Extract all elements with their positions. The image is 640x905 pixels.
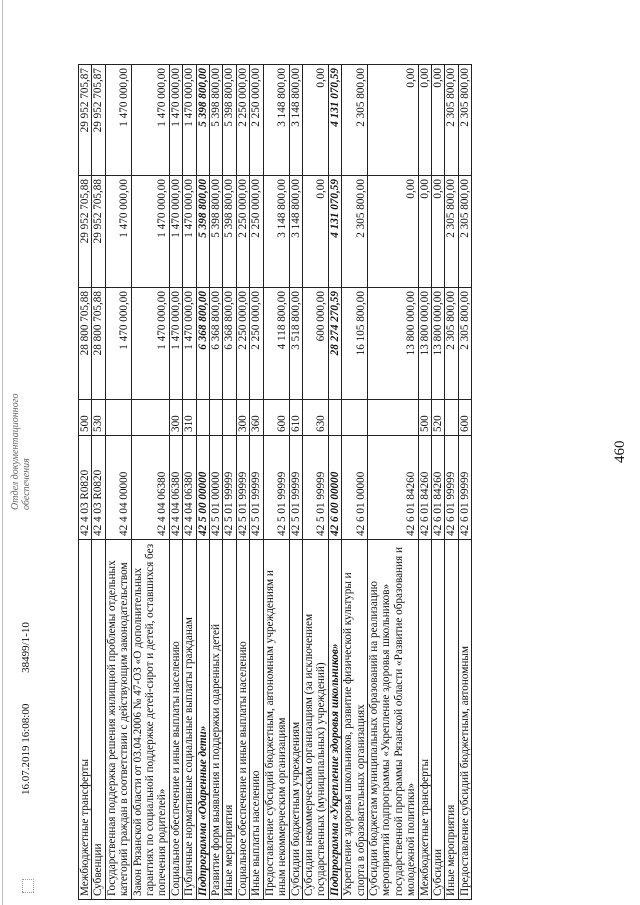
table-row	[458, 65, 471, 900]
table-row	[367, 65, 418, 900]
department-stamp	[10, 393, 32, 510]
row-value-3: 0,00	[367, 65, 418, 176]
table-row	[328, 65, 341, 900]
row-type	[131, 400, 169, 436]
row-value-1: 13 800 000,00	[367, 288, 418, 400]
row-value-1: 28 274 270,59	[328, 288, 341, 400]
stamp-mark	[22, 879, 34, 893]
row-value-1: 600 000,00	[302, 288, 328, 400]
row-type	[105, 400, 131, 436]
table-row	[196, 65, 209, 900]
table-row	[79, 65, 92, 900]
row-value-2: 0,00	[431, 176, 444, 288]
row-value-3: 29 952 705,87	[92, 65, 105, 176]
scan-edge	[2, 0, 3, 905]
table-row	[342, 65, 368, 900]
row-name: Предоставление субсидий бюджетным, автономным учреждениям и иным некоммерческим организациям	[263, 540, 289, 900]
row-type	[342, 400, 368, 436]
row-type: 300	[236, 400, 249, 436]
row-value-3: 0,00	[431, 65, 444, 176]
row-name: Укрепление здоровья школьников, развитие физической культуры и спорта в образовательных организациях	[342, 540, 368, 900]
row-name: Субвенции	[92, 540, 105, 900]
row-value-2: 1 470 000,00	[169, 176, 182, 288]
row-value-3: 5 398 800,00	[210, 65, 223, 176]
row-type: 500	[79, 400, 92, 436]
row-value-2: 2 250 000,00	[236, 176, 249, 288]
row-value-3: 5 398 800,00	[223, 65, 236, 176]
stamp-line-2: обеспечения	[21, 458, 32, 510]
row-name: Субсидии	[431, 540, 444, 900]
row-code: 42 5 01 99999	[289, 436, 302, 540]
row-name: Субсидии бюджетным учреждениям	[289, 540, 302, 900]
row-code: 42 4 04 06380	[169, 436, 182, 540]
row-type: 300	[169, 400, 182, 436]
row-type	[328, 400, 341, 436]
row-type	[445, 400, 458, 436]
row-code: 42 5 01 99999	[250, 436, 263, 540]
row-name: Иные мероприятия	[445, 540, 458, 900]
row-value-1: 6 368 800,00	[196, 288, 209, 400]
row-code: 42 6 01 99999	[458, 436, 471, 540]
row-code: 42 5 01 99999	[302, 436, 328, 540]
row-value-1: 1 470 000,00	[105, 288, 131, 400]
table-row	[250, 65, 263, 900]
row-value-1: 1 470 000,00	[183, 288, 196, 400]
table-row	[92, 65, 105, 900]
row-value-3: 1 470 000,00	[131, 65, 169, 176]
row-value-3: 2 250 000,00	[236, 65, 249, 176]
row-type: 600	[263, 400, 289, 436]
row-value-3: 4 131 070,59	[328, 65, 341, 176]
row-value-1: 28 800 705,88	[79, 288, 92, 400]
row-value-2: 5 398 800,00	[223, 176, 236, 288]
row-name: Иные мероприятия	[223, 540, 236, 900]
row-code: 42 6 01 00000	[342, 436, 368, 540]
row-value-2: 3 148 800,00	[289, 176, 302, 288]
row-value-3: 2 305 800,00	[445, 65, 458, 176]
row-type	[210, 400, 223, 436]
table-row	[169, 65, 182, 900]
table-row	[131, 65, 169, 900]
row-name: Подпрограмма «Одаренные дети»	[196, 540, 209, 900]
row-name: Иные выплаты населению	[250, 540, 263, 900]
row-type: 530	[92, 400, 105, 436]
row-value-1: 16 105 800,00	[342, 288, 368, 400]
row-code: 42 4 03 R0820	[79, 436, 92, 540]
row-type: 360	[250, 400, 263, 436]
row-value-2: 1 470 000,00	[105, 176, 131, 288]
row-value-3: 3 148 800,00	[289, 65, 302, 176]
row-name: Социальное обеспечение и иные выплаты населению	[169, 540, 182, 900]
row-value-1: 2 250 000,00	[250, 288, 263, 400]
row-value-3: 1 470 000,00	[169, 65, 182, 176]
row-value-2: 3 148 800,00	[263, 176, 289, 288]
table-row	[263, 65, 289, 900]
table-row	[445, 65, 458, 900]
row-type: 500	[418, 400, 431, 436]
row-type: 630	[302, 400, 328, 436]
row-name: Государственная поддержка решения жилищной проблемы отдельных категорий граждан в соответствии с действующим законодательством	[105, 540, 131, 900]
table-row	[431, 65, 444, 900]
row-value-3: 0,00	[302, 65, 328, 176]
row-name: Развитие форм выявления и поддержки одаренных детей	[210, 540, 223, 900]
row-value-2: 2 250 000,00	[250, 176, 263, 288]
page-number: 460	[612, 440, 628, 463]
table-row	[105, 65, 131, 900]
table-row	[418, 65, 431, 900]
row-type: 310	[183, 400, 196, 436]
row-value-1: 13 800 000,00	[431, 288, 444, 400]
table-row	[223, 65, 236, 900]
row-name: Закон Рязанской области от 03.04.2006 № 47-ОЗ «О дополнительных гарантиях по социальной поддержке детей-сирот и детей, оставшихся без попечения родителей»	[131, 540, 169, 900]
row-value-1: 2 305 800,00	[458, 288, 471, 400]
row-code: 42 6 01 84260	[431, 436, 444, 540]
row-value-2: 2 305 800,00	[445, 176, 458, 288]
row-value-1: 6 368 800,00	[210, 288, 223, 400]
row-value-2: 2 305 800,00	[458, 176, 471, 288]
row-name: Межбюджетные трансферты	[79, 540, 92, 900]
row-value-2: 0,00	[418, 176, 431, 288]
row-code: 42 4 04 00000	[105, 436, 131, 540]
row-value-3: 1 470 000,00	[105, 65, 131, 176]
row-value-1: 6 368 800,00	[223, 288, 236, 400]
table-row	[302, 65, 328, 900]
row-code: 42 5 00 00000	[196, 436, 209, 540]
row-value-1: 1 470 000,00	[131, 288, 169, 400]
row-value-2: 5 398 800,00	[210, 176, 223, 288]
row-type: 600	[458, 400, 471, 436]
row-code: 42 5 01 99999	[223, 436, 236, 540]
table-row	[236, 65, 249, 900]
row-code: 42 4 04 06380	[183, 436, 196, 540]
row-code: 42 6 01 99999	[445, 436, 458, 540]
row-code: 42 4 04 06380	[131, 436, 169, 540]
footer-doc-code: 38499/1-10	[20, 622, 32, 673]
row-type	[223, 400, 236, 436]
row-value-3: 2 305 800,00	[342, 65, 368, 176]
page-footer	[20, 594, 32, 795]
row-value-2: 1 470 000,00	[183, 176, 196, 288]
table-body	[79, 65, 472, 900]
row-code: 42 5 01 00000	[210, 436, 223, 540]
row-value-1: 4 118 800,00	[263, 288, 289, 400]
table-row	[183, 65, 196, 900]
row-value-2: 29 952 705,88	[79, 176, 92, 288]
row-value-3: 1 470 000,00	[183, 65, 196, 176]
row-type	[196, 400, 209, 436]
row-type	[367, 400, 418, 436]
row-code: 42 6 01 84260	[418, 436, 431, 540]
row-value-3: 5 398 800,00	[196, 65, 209, 176]
budget-table	[78, 64, 472, 900]
row-type: 520	[431, 400, 444, 436]
row-code: 42 5 01 99999	[263, 436, 289, 540]
row-name: Межбюджетные трансферты	[418, 540, 431, 900]
row-value-1: 2 250 000,00	[236, 288, 249, 400]
row-value-1: 2 305 800,00	[445, 288, 458, 400]
row-type: 610	[289, 400, 302, 436]
table-row	[210, 65, 223, 900]
row-value-3: 3 148 800,00	[263, 65, 289, 176]
row-value-2: 1 470 000,00	[131, 176, 169, 288]
row-value-2: 5 398 800,00	[196, 176, 209, 288]
row-value-1: 13 800 000,00	[418, 288, 431, 400]
row-name: Субсидии некоммерческим организациям (за исключением государственных (муниципальных) учреждений)	[302, 540, 328, 900]
row-value-1: 1 470 000,00	[169, 288, 182, 400]
row-value-1: 3 518 800,00	[289, 288, 302, 400]
row-value-3: 29 952 705,87	[79, 65, 92, 176]
row-code: 42 4 03 R0820	[92, 436, 105, 540]
row-code: 42 6 00 00000	[328, 436, 341, 540]
row-value-2: 4 131 070,59	[328, 176, 341, 288]
row-name: Социальное обеспечение и иные выплаты населению	[236, 540, 249, 900]
row-name: Субсидии бюджетам муниципальных образований на реализацию мероприятий подпрограммы «Укрепление здоровья школьников» государственной программы Рязанской области «Развитие образования и молодежной политики»	[367, 540, 418, 900]
footer-timestamp: 16.07.2019 16:08:00	[20, 703, 32, 795]
row-name: Публичные нормативные социальные выплаты гражданам	[183, 540, 196, 900]
row-value-2: 29 952 705,88	[92, 176, 105, 288]
row-value-2: 0,00	[367, 176, 418, 288]
row-value-3: 0,00	[418, 65, 431, 176]
row-name: Предоставление субсидий бюджетным, автономным	[458, 540, 471, 900]
table-row	[289, 65, 302, 900]
stamp-line-1: Отдел документационного	[10, 393, 21, 510]
row-value-3: 2 250 000,00	[250, 65, 263, 176]
row-value-2: 2 305 800,00	[342, 176, 368, 288]
row-name: Подпрограмма «Укрепление здоровья школьников»	[328, 540, 341, 900]
row-value-2: 0,00	[302, 176, 328, 288]
row-code: 42 6 01 84260	[367, 436, 418, 540]
row-code: 42 5 01 99999	[236, 436, 249, 540]
row-value-1: 28 800 705,88	[92, 288, 105, 400]
row-value-3: 2 305 800,00	[458, 65, 471, 176]
